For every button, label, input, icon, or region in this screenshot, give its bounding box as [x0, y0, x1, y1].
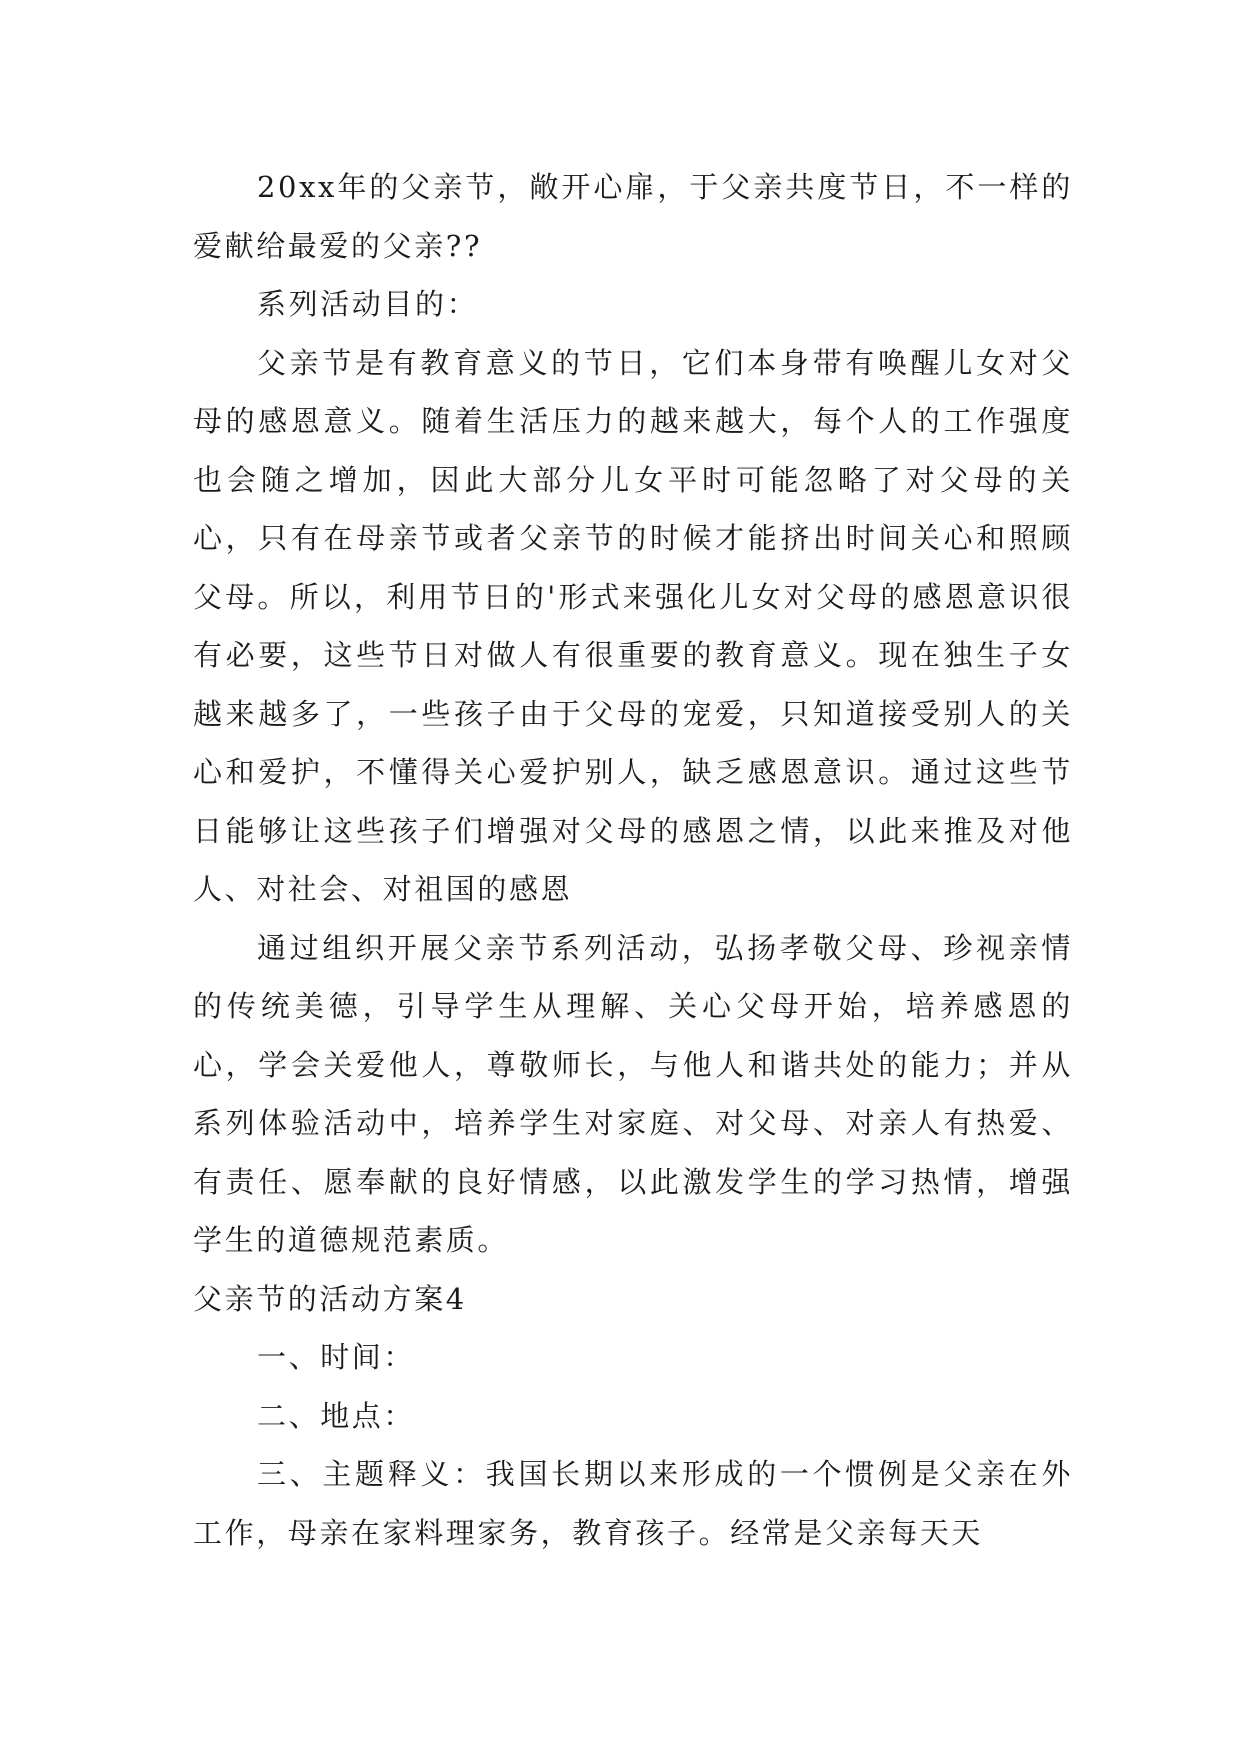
paragraph-purpose-heading: 系列活动目的：: [257, 287, 479, 321]
section-title: 父亲节的活动方案4: [193, 1281, 467, 1316]
document-body: [193, 158, 1073, 1562]
paragraph-activity-goal: 通过组织开展父亲节系列活动，弘扬孝敬父母、珍视亲情的传统美德，引导学生从理解、关心父母开始，培养感恩的心，学会关爱他人，尊敬师长，与他人和谐共处的能力；并从系列体验活动中，培养学生对家庭、对父母、对亲人有热爱、有责任、愿奉献的良好情感，以此激发学生的学习热情，增强学生的道德规范素质。: [193, 930, 1073, 1257]
paragraph-time: 一、时间：: [257, 1340, 416, 1374]
paragraph-intro: 20xx年的父亲节，敞开心扉，于父亲共度节日，不一样的爱献给最爱的父亲??: [193, 170, 1073, 263]
paragraph-theme: 三、主题释义：我国长期以来形成的一个惯例是父亲在外工作，母亲在家料理家务，教育孩子。经常是父亲每天天: [193, 1457, 1073, 1550]
paragraph-purpose-body: 父亲节是有教育意义的节日，它们本身带有唤醒儿女对父母的感恩意义。随着生活压力的越来越大，每个人的工作强度也会随之增加，因此大部分儿女平时可能忽略了对父母的关心，只有在母亲节或者父亲节的时候才能挤出时间关心和照顾父母。所以，利用节日的'形式来强化儿女对父母的感恩意识很有必要，这些节日对做人有很重要的教育意义。现在独生子女越来越多了，一些孩子由于父母的宠爱，只知道接受别人的关心和爱护，不懂得关心爱护别人，缺乏感恩意识。通过这些节日能够让这些孩子们增强对父母的感恩之情，以此来推及对他人、对社会、对祖国的感恩: [193, 345, 1073, 906]
paragraph-location: 二、地点：: [257, 1398, 416, 1433]
